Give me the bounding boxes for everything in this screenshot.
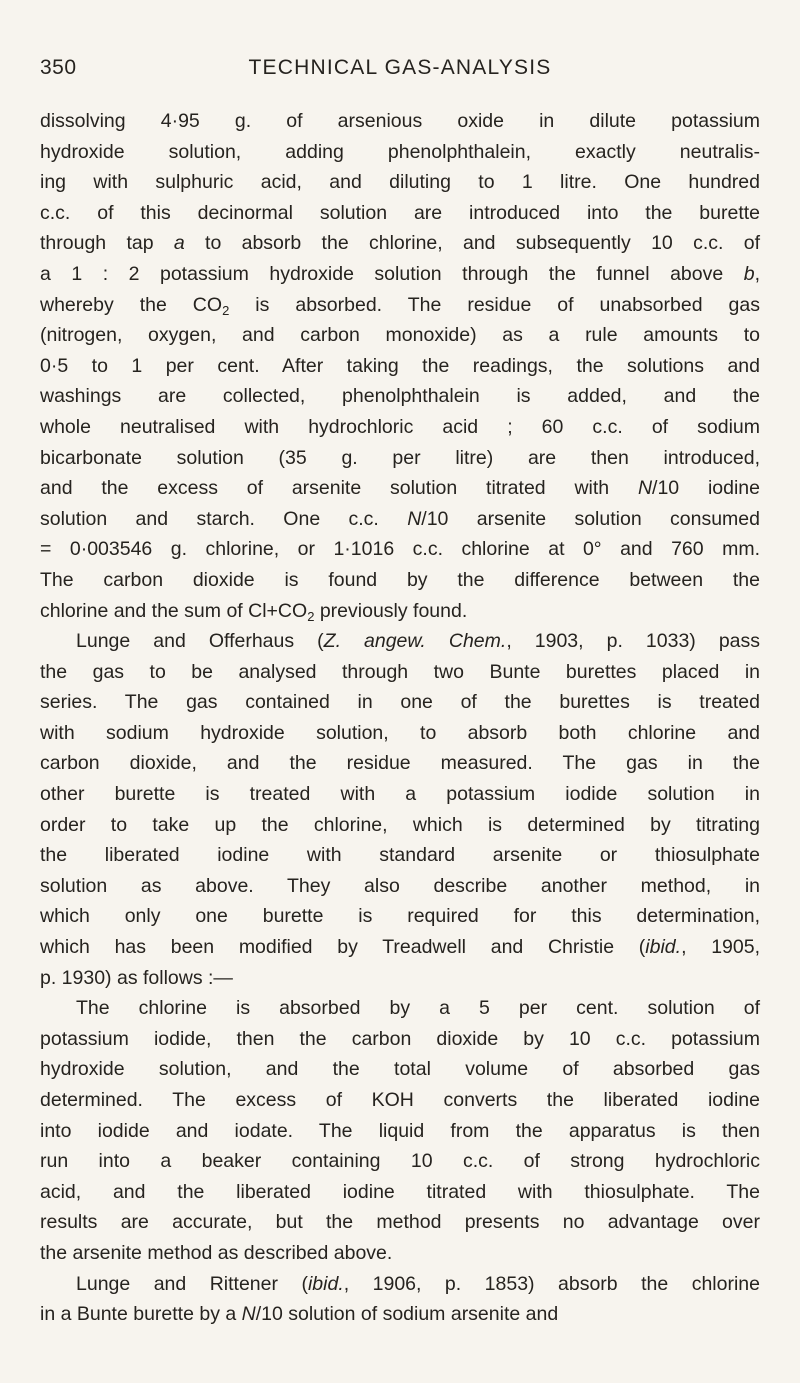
text-line: the arsenite method as described above. bbox=[40, 1241, 393, 1264]
text-line: ing with sulphuric acid, and diluting to 1 litre. One hundred bbox=[40, 171, 760, 194]
text-line: bicarbonate solution (35 g. per litre) are then introduced, bbox=[40, 446, 760, 469]
text-line: in a Bunte burette by a N/10 solution of sodium arsenite and bbox=[40, 1303, 559, 1326]
page-number: 350 bbox=[40, 56, 77, 79]
text-line: results are accurate, but the method presents no advantage over bbox=[40, 1211, 760, 1234]
paragraph bbox=[40, 993, 760, 1268]
text-line: acid, and the liberated iodine titrated with thiosulphate. The bbox=[40, 1180, 760, 1203]
text-line: c.c. of this decinormal solution are introduced into the burette bbox=[40, 201, 760, 224]
text-line: carbon dioxide, and the residue measured. The gas in the bbox=[40, 752, 760, 775]
text-line: which only one burette is required for this determination, bbox=[40, 905, 760, 928]
running-head bbox=[40, 56, 760, 86]
text-line: = 0·003546 g. chlorine, or 1·1016 c.c. chlorine at 0° and 760 mm. bbox=[40, 538, 760, 561]
text-line: other burette is treated with a potassium iodide solution in bbox=[40, 783, 760, 806]
body-text bbox=[40, 106, 760, 1330]
text-line: (nitrogen, oxygen, and carbon monoxide) as a rule amounts to bbox=[40, 324, 760, 347]
text-line: hydroxide solution, and the total volume of absorbed gas bbox=[40, 1058, 760, 1081]
text-line: series. The gas contained in one of the burettes is treated bbox=[40, 691, 760, 714]
paragraph bbox=[40, 106, 760, 626]
text-line: order to take up the chlorine, which is determined by titrating bbox=[40, 813, 760, 836]
text-line: solution and starch. One c.c. N/10 arsenite solution consumed bbox=[40, 507, 760, 530]
text-line: chlorine and the sum of $Cl+CO_2$ previously found. bbox=[40, 599, 468, 624]
text-line: The chlorine is absorbed by a 5 per cent. solution of bbox=[76, 997, 760, 1020]
text-line: the gas to be analysed through two Bunte burettes placed in bbox=[40, 660, 760, 683]
text-line: whole neutralised with hydrochloric acid ; 60 c.c. of sodium bbox=[40, 415, 760, 438]
text-line: dissolving 4·95 g. of arsenious oxide in dilute potassium bbox=[40, 110, 760, 132]
text-line: determined. The excess of KOH converts the liberated iodine bbox=[40, 1089, 760, 1111]
text-line: hydroxide solution, adding phenolphthalein, exactly neutralis- bbox=[40, 140, 760, 163]
text-line: potassium iodide, then the carbon dioxide by 10 c.c. potassium bbox=[40, 1027, 760, 1050]
text-line: through tap a to absorb the chlorine, and subsequently 10 c.c. of bbox=[40, 232, 760, 255]
running-title: TECHNICAL GAS-ANALYSIS bbox=[248, 56, 552, 79]
paragraph bbox=[40, 1269, 760, 1330]
text-line: and the excess of arsenite solution titrated with N/10 iodine bbox=[40, 477, 760, 500]
text-line: the liberated iodine with standard arsenite or thiosulphate bbox=[40, 844, 760, 867]
text-line: whereby the $CO_2$ is absorbed. The residue of unabsorbed gas bbox=[40, 293, 760, 318]
text-line: Lunge and Rittener (ibid., 1906, p. 1853) absorb the chlorine bbox=[76, 1272, 760, 1295]
text-line: with sodium hydroxide solution, to absorb both chlorine and bbox=[40, 721, 760, 744]
text-line: Lunge and Offerhaus (Z. angew. Chem., 1903, p. 1033) pass bbox=[76, 630, 761, 653]
paragraph bbox=[40, 626, 760, 993]
text-line: 0·5 to 1 per cent. After taking the readings, the solutions and bbox=[40, 354, 760, 377]
text-line: solution as above. They also describe another method, in bbox=[40, 874, 760, 897]
text-line: which has been modified by Treadwell and Christie (ibid., 1905, bbox=[40, 936, 760, 959]
text-line: a 1 : 2 potassium hydroxide solution through the funnel above b, bbox=[40, 262, 760, 285]
text-line: p. 1930) as follows :— bbox=[40, 966, 233, 989]
text-line: into iodide and iodate. The liquid from the apparatus is then bbox=[40, 1119, 760, 1142]
text-line: run into a beaker containing 10 c.c. of strong hydrochloric bbox=[40, 1150, 760, 1173]
text-line: washings are collected, phenolphthalein is added, and the bbox=[40, 385, 760, 408]
text-line: The carbon dioxide is found by the difference between the bbox=[40, 568, 760, 591]
